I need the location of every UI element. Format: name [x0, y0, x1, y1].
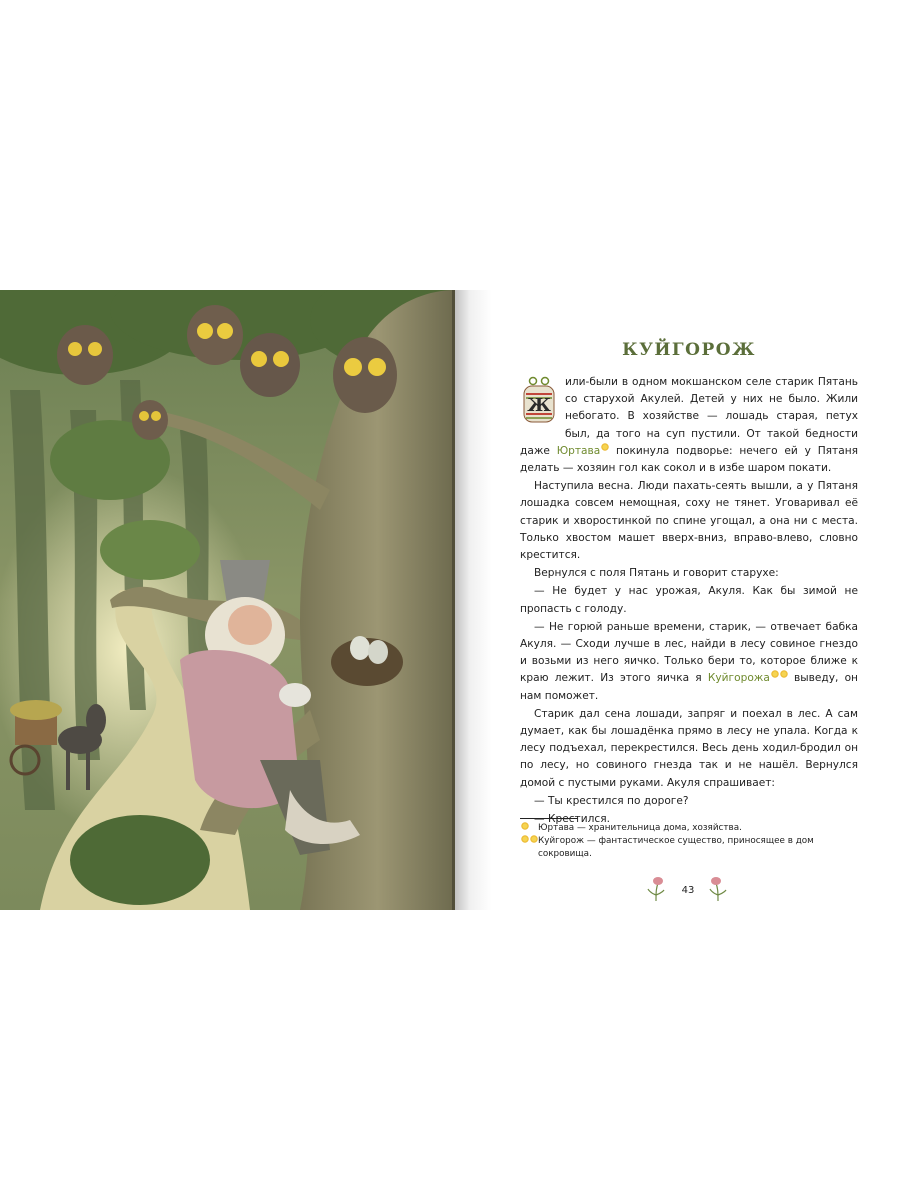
illustration-old-man-owls-tree — [0, 290, 455, 910]
egg — [368, 640, 388, 664]
story-paragraph — [520, 583, 858, 617]
glossary-term: Юртава — [556, 444, 601, 457]
page-number: 43 — [681, 885, 695, 896]
story-paragraph — [520, 374, 858, 477]
footnote-marker-icon — [521, 835, 529, 843]
story-text — [520, 374, 858, 829]
story-paragraph — [520, 619, 858, 705]
text-run: выведу, он нам поможет. — [520, 672, 858, 702]
egg-in-hand — [279, 683, 311, 707]
footnote-marker — [520, 822, 538, 835]
footnote-marker-icon — [530, 835, 538, 843]
glossary-term: Куйгорожа — [707, 672, 770, 685]
story-paragraph — [520, 565, 858, 582]
forest-scene-picture — [0, 290, 455, 910]
text-run: покинула подворье: нечего ей у Пятаня делать — хозяин гол как сокол и в избе шаром покати. — [520, 444, 858, 475]
footnote — [520, 835, 858, 861]
text-run: — Крестился. — [534, 813, 610, 826]
story-paragraph — [520, 793, 858, 810]
text-run: — Ты крестился по дороге? — [534, 794, 689, 807]
text-run: Старик дал сена лошади, запряг и поехал в лес. А сам думает, как бы лошадёнка прямо в лесу не упала. Когда к лесу подъехал, перекрестился. Весь день ходил-бродил он по лесу, но совиного гнезда так и не нашёл. Вернулся домой с пустыми руками. Акуля спрашивает: — [520, 707, 858, 789]
footnote — [520, 822, 858, 835]
story-paragraph — [520, 706, 858, 792]
footnote-divider — [520, 818, 578, 819]
footnote-marker — [520, 835, 538, 861]
story-paragraph — [520, 478, 858, 564]
text-page — [492, 290, 900, 910]
footnote-text: Юртава — хранительница дома, хозяйства. — [538, 823, 742, 833]
text-run: или-были в одном мокшанском селе старик Пятань со старухой Акулей. Детей у них не было. Жили небогато. В хозяйстве — лошадь старая, петух был, да того на суп пустили. От такой бедности даже — [520, 376, 858, 457]
book-spread — [0, 290, 900, 910]
footnote-marker-icon — [521, 822, 529, 830]
book-gutter-shadow — [452, 290, 492, 910]
ornamental-dropcap — [520, 376, 558, 426]
text-run: — Не будет у нас урожая, Акуля. Как бы зимой не пропасть с голоду. — [520, 585, 858, 615]
footnote-marker-icon — [771, 670, 779, 678]
text-run: Вернулся с поля Пятань и говорит старухе: — [534, 567, 779, 580]
text-run: — Не горюй раньше времени, старик, — отвечает бабка Акуля. — Сходи лучше в лес, найди в лесу совиное гнездо и возьми из него яичко. Только бери то, которое ближе к краю лежит. Из этого яичка я — [520, 620, 858, 685]
footnote-text: Куйгорож — фантастическое существо, приносящее в дом сокровища. — [538, 836, 814, 859]
page-number-ornament — [642, 875, 734, 903]
text-run: Наступила весна. Люди пахать-сеять вышли, а у Пятаня лошадка совсем немощная, соху не тянет. Уговаривал её старик и хворостинкой по спине угощал, а она ни с места. Только хвостом машет вверх-вниз, вправо-влево, словно крестится. — [520, 480, 858, 562]
dropcap-letter: Ж — [527, 395, 551, 416]
story-title: КУЙГОРОЖ — [622, 340, 756, 360]
egg — [350, 636, 370, 660]
footnotes — [520, 822, 858, 861]
footnote-marker-icon — [780, 670, 788, 678]
